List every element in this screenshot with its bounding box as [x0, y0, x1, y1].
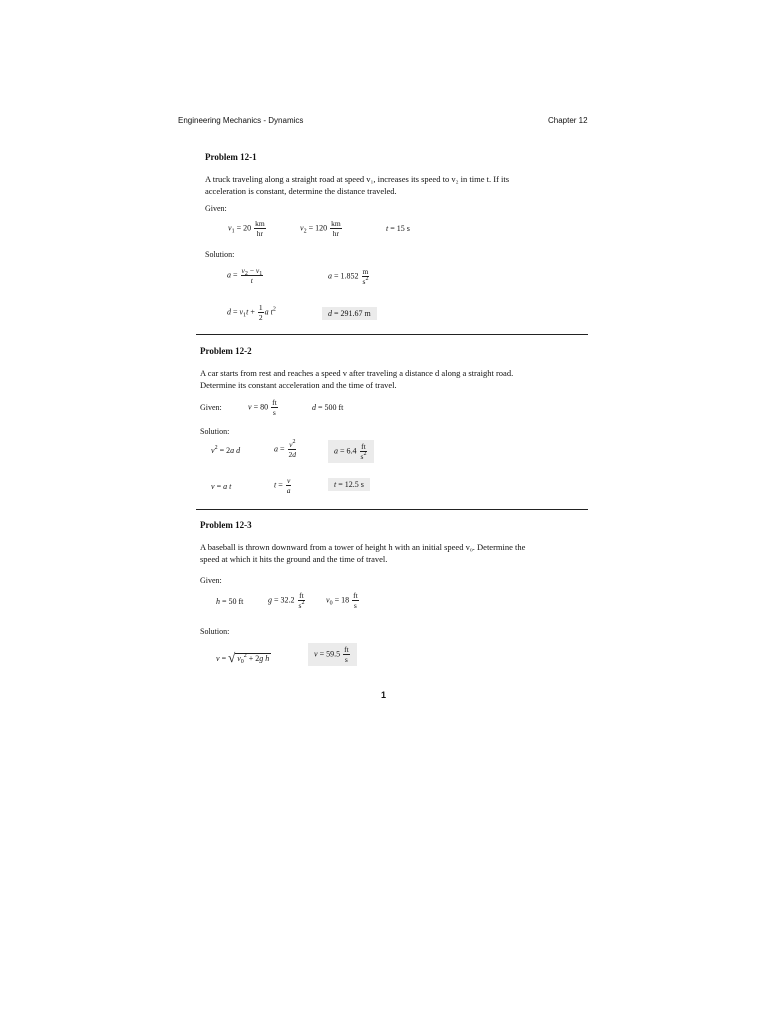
section-divider [196, 334, 588, 335]
result-distance: d = 291.67 m [322, 307, 377, 320]
problem-12-2-statement: A car starts from rest and reaches a speed v after traveling a distance d along a straight road. Determine its constant acceleration and the time of travel. [200, 368, 514, 390]
problem-12-3-statement: A baseball is thrown downward from a tower of height h with an initial speed v₀. Determine the speed at which it hits the ground and the time of travel. [200, 542, 526, 564]
problem-12-1-solution-label: Solution: [205, 250, 235, 259]
given-v1: $v_1 = 20$ $\frac{km}{hr}$ [228, 219, 265, 238]
equation-a-from-v-d: a = $\frac{v^2}{2d}$ [274, 439, 297, 459]
equation-acceleration: a = $\frac{v_2 - v_1}{t}$ [227, 266, 263, 285]
equation-distance: $d = v_1t$ + $\frac{1}{2}$ a $t^2$ [227, 303, 276, 322]
running-header-right: Chapter 12 [548, 116, 588, 125]
given-v0: $v_0 = 18$ $\frac{ft}{s}$ [326, 591, 358, 610]
result-final-speed: v = 59.5 $\frac{ft}{s}$ [308, 643, 357, 666]
given-t: t = 15 s [386, 224, 410, 233]
given-v2: $v_2 = 120$ $\frac{km}{hr}$ [300, 219, 341, 238]
page-number: 1 [381, 690, 387, 700]
problem-12-3-solution-label: Solution: [200, 627, 230, 636]
equation-v-at: v = a t [211, 482, 232, 491]
result-acceleration: a = 1.852 $\frac{m}{s^2}$ [328, 267, 369, 286]
given-v: v = 80 $\frac{ft}{s}$ [248, 398, 277, 417]
result-time: t = 12.5 s [328, 478, 370, 491]
problem-12-2-title: Problem 12-2 [200, 346, 252, 356]
equation-v-squared: $v^2 = 2a$ d [211, 445, 241, 455]
equation-final-speed: v = √ $v_0^2 + 2g$ h [216, 650, 270, 665]
problem-12-1-statement: A truck traveling along a straight road at speed v₁, increases its speed to v₂ in time t. If its acceleration is constant, determine the distance traveled. [205, 174, 510, 196]
equation-t-from-v-a: t = $\frac{v}{a}$ [274, 476, 291, 495]
running-header-left: Engineering Mechanics - Dynamics [178, 116, 304, 125]
problem-12-3-title: Problem 12-3 [200, 520, 252, 530]
section-divider [196, 509, 588, 510]
problem-12-2-given-label: Given: [200, 403, 222, 412]
problem-12-2-solution-label: Solution: [200, 427, 230, 436]
problem-12-1-title: Problem 12-1 [205, 152, 257, 162]
given-h: h = 50 ft [216, 597, 244, 606]
given-g: g = 32.2 $\frac{ft}{s^2}$ [268, 591, 305, 610]
given-d: d = 500 ft [312, 403, 344, 412]
problem-12-3-given-label: Given: [200, 576, 222, 585]
result-acceleration-2: a = 6.4 $\frac{ft}{s^2}$ [328, 440, 374, 463]
problem-12-1-given-label: Given: [205, 204, 227, 213]
